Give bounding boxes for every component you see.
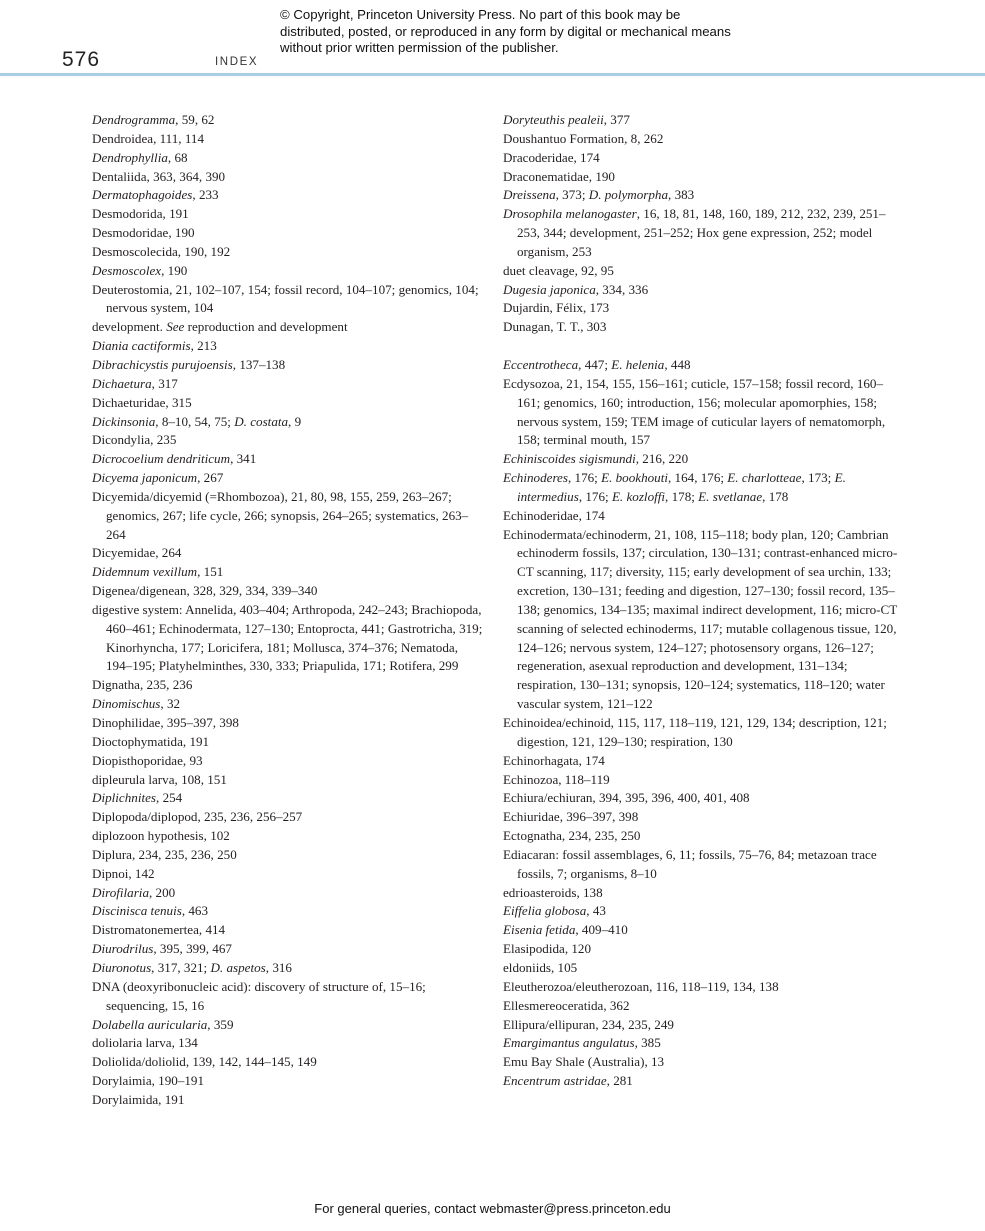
index-entry <box>92 281 484 319</box>
index-entry <box>503 130 898 149</box>
index-text: , 317 <box>151 375 178 391</box>
index-term-italic: Diplichnites <box>92 790 157 806</box>
index-entry <box>503 1072 898 1091</box>
index-text: Desmodoridae, 190 <box>92 225 195 241</box>
index-section-e <box>503 356 898 1091</box>
index-entry <box>92 1091 484 1110</box>
index-entry <box>92 337 484 356</box>
index-text: , 178 <box>762 488 789 504</box>
index-entry <box>503 111 898 130</box>
index-text: Diplopoda/diplopod, 235, 236, 256–257 <box>92 809 303 825</box>
index-entry <box>503 318 898 337</box>
index-entry <box>503 262 898 281</box>
index-entry <box>92 789 484 808</box>
index-text: , 9 <box>288 413 302 429</box>
index-entry <box>92 902 484 921</box>
index-entry <box>92 375 484 394</box>
index-text: , 200 <box>149 884 176 900</box>
index-entry <box>503 281 898 300</box>
index-entry <box>503 997 898 1016</box>
index-entry <box>92 940 484 959</box>
index-entry <box>92 431 484 450</box>
index-entry <box>503 940 898 959</box>
index-term-italic: Eccentrotheca <box>503 356 579 372</box>
index-term-italic: Dirofilaria <box>92 884 149 900</box>
index-text: doliolaria larva, 134 <box>92 1035 198 1051</box>
index-text: DNA (deoxyribonucleic acid): discovery of structure of, 15–16; sequencing, 15, 16 <box>92 978 426 1013</box>
index-term-italic: Dreissena <box>503 187 556 203</box>
index-term-italic: Discinisca tenuis <box>92 903 182 919</box>
index-text: , 254 <box>156 790 183 806</box>
index-entry <box>92 1053 484 1072</box>
index-text: Dicondylia, 235 <box>92 432 177 448</box>
header-rule <box>0 73 985 76</box>
index-term-italic: Echinoderes <box>503 470 568 486</box>
index-entry <box>92 356 484 375</box>
index-entry <box>92 413 484 432</box>
index-entry <box>503 1016 898 1035</box>
index-text: reproduction and development <box>184 319 348 335</box>
index-entry <box>503 299 898 318</box>
index-entry <box>92 563 484 582</box>
index-entry <box>503 507 898 526</box>
index-entry <box>92 714 484 733</box>
index-text: Ediacaran: fossil assemblages, 6, 11; fossils, 75–76, 84; metazoan trace fossils, 7; organisms, 8–10 <box>503 846 877 881</box>
index-entry <box>92 262 484 281</box>
index-text: , 383 <box>668 187 695 203</box>
index-entry <box>92 318 484 337</box>
index-text: Echinoidea/echinoid, 115, 117, 118–119, 121, 129, 134; description, 121; digestion, 121, 129–130; respiration, 130 <box>503 715 887 749</box>
index-text: Distromatonemertea, 414 <box>92 922 226 938</box>
index-text: Ecdysozoa, 21, 154, 155, 156–161; cuticle, 157–158; fossil record, 160–161; genomics, 160; introduction, 156; molecular apomorphies, 158; nervous system, 159; TEM image of cuticular layers of nematomorph, 158; terminal mouth, 157 <box>503 375 886 448</box>
index-text: eldoniids, 105 <box>503 959 578 975</box>
index-term-italic: D. costata <box>234 413 289 429</box>
index-text: Desmodorida, 191 <box>92 206 189 222</box>
index-text: , 59, 62 <box>175 112 215 127</box>
index-text: Dorylaimia, 190–191 <box>92 1073 205 1089</box>
footer-contact: For general queries, contact webmaster@press.princeton.edu <box>314 1201 671 1216</box>
index-term-italic: E. charlotteae <box>727 470 802 486</box>
index-entry <box>92 978 484 1016</box>
index-text: Desmoscolecida, 190, 192 <box>92 243 231 259</box>
index-text: Dioctophymatida, 191 <box>92 733 210 749</box>
index-term-italic: Doryteuthis pealeii <box>503 112 604 127</box>
index-text: Eleutherozoa/eleutherozoan, 116, 118–119, 134, 138 <box>503 978 779 994</box>
index-text: , 377 <box>603 112 630 127</box>
index-text: Dicyemidae, 264 <box>92 545 182 561</box>
index-text: Dicyemida/dicyemid (=Rhombozoa), 21, 80, 98, 155, 259, 263–267; genomics, 267; life cycle, 266; synopsis, 264–265; systematics, 263–264 <box>92 488 469 542</box>
index-term-italic: Dicyema japonicum <box>92 470 198 486</box>
index-term-italic: Dolabella auricularia <box>92 1016 208 1032</box>
index-text: Dendroidea, 111, 114 <box>92 130 204 146</box>
index-text: , 334, 336 <box>595 281 649 297</box>
index-text: , 267 <box>197 470 224 486</box>
index-column-left <box>92 111 484 1110</box>
index-text: Ellesmereoceratida, 362 <box>503 997 630 1013</box>
index-text: Digenea/digenean, 328, 329, 334, 339–340 <box>92 583 318 599</box>
index-text: , 385 <box>634 1035 661 1051</box>
index-entry <box>92 752 484 771</box>
index-term-italic: D. polymorpha <box>588 187 669 203</box>
index-text: , 463 <box>181 903 209 919</box>
index-text: digestive system: Annelida, 403–404; Arthropoda, 242–243; Brachiopoda, 460–461; Echinodermata, 127–130; Entoprocta, 441; Gastrotricha, 319; Kinorhyncha, 177; Loricifera, 181; Mollusca, 374–376; Nematoda, 194–195; Platyhelminthes, 330, 333; Priapulida, 171; Rotifera, 299 <box>92 601 483 674</box>
index-text: Dujardin, Félix, 173 <box>503 300 610 316</box>
index-term-italic: Dendrophyllia <box>92 149 168 165</box>
index-term-italic: Emargimantus angulatus <box>503 1035 635 1051</box>
index-text: edrioasteroids, 138 <box>503 884 603 900</box>
index-entry <box>503 469 898 507</box>
index-entry <box>92 808 484 827</box>
index-text: , 43 <box>586 903 606 919</box>
index-entry <box>92 186 484 205</box>
index-entry <box>92 205 484 224</box>
index-entry <box>92 846 484 865</box>
index-entry <box>503 186 898 205</box>
index-entry <box>92 168 484 187</box>
index-entry <box>503 808 898 827</box>
index-entry <box>503 752 898 771</box>
index-term-italic: E. kozloffi <box>611 488 666 504</box>
index-entry <box>92 1016 484 1035</box>
index-entry <box>92 676 484 695</box>
index-entry <box>92 771 484 790</box>
index-term-italic: Eisenia fetida <box>503 922 576 938</box>
index-text: , 373; <box>555 187 589 203</box>
index-text: , 341 <box>230 451 257 467</box>
index-text: duet cleavage, 92, 95 <box>503 262 614 278</box>
index-entry <box>503 375 898 450</box>
index-entry <box>92 130 484 149</box>
index-text: , 317, 321; <box>151 959 211 975</box>
index-term-italic: Diurodrilus <box>92 941 154 957</box>
index-term-italic: Dugesia japonica <box>503 281 596 297</box>
index-text: , 359 <box>207 1016 234 1032</box>
index-entry <box>503 714 898 752</box>
index-text: diplozoon hypothesis, 102 <box>92 828 230 844</box>
index-entry <box>92 865 484 884</box>
index-entry <box>92 111 484 130</box>
index-text: , 448 <box>664 356 691 372</box>
index-term-italic: Drosophila melanogaster <box>503 206 637 222</box>
index-term-italic: Dicrocoelium dendriticum <box>92 451 231 467</box>
index-text: Diplura, 234, 235, 236, 250 <box>92 846 237 862</box>
index-text: , 32 <box>160 696 181 712</box>
page-number: 576 <box>62 48 101 71</box>
index-term-italic: See <box>166 319 185 335</box>
index-text: Doliolida/doliolid, 139, 142, 144–145, 149 <box>92 1054 317 1070</box>
index-term-italic: Dibrachicystis purujoensis <box>92 356 233 372</box>
index-text: , 395, 399, 467 <box>153 941 232 957</box>
index-text: Ectognatha, 234, 235, 250 <box>503 828 641 844</box>
index-entry <box>92 959 484 978</box>
index-text: development. <box>92 319 167 335</box>
index-text: , 178; <box>665 488 699 504</box>
index-text: Diopisthoporidae, 93 <box>92 752 203 768</box>
index-entry <box>92 1034 484 1053</box>
index-term-italic: Dinomischus <box>92 696 161 712</box>
index-entry <box>503 526 898 714</box>
index-text: Echinoderidae, 174 <box>503 507 605 523</box>
index-text: Echiura/echiuran, 394, 395, 396, 400, 401, 408 <box>503 790 750 806</box>
index-entry <box>503 168 898 187</box>
index-text: Dinophilidae, 395–397, 398 <box>92 715 239 730</box>
index-text: , 233 <box>192 187 219 203</box>
index-term-italic: Dickinsonia <box>92 413 156 429</box>
index-text: , 164, 176; <box>668 470 728 486</box>
index-entry <box>92 601 484 676</box>
index-text: Emu Bay Shale (Australia), 13 <box>503 1054 665 1070</box>
index-text: Doushantuo Formation, 8, 262 <box>503 130 664 146</box>
index-term-italic: Dendrogramma <box>92 112 176 127</box>
index-text: , 213 <box>190 338 217 354</box>
index-entry <box>92 394 484 413</box>
index-term-italic: E. helenia <box>611 356 665 372</box>
index-text: Elasipodida, 120 <box>503 941 592 957</box>
index-text: Echinorhagata, 174 <box>503 752 605 768</box>
section-gap <box>503 337 898 356</box>
index-entry <box>92 921 484 940</box>
index-text: dipleurula larva, 108, 151 <box>92 771 227 787</box>
index-text: Echinozoa, 118–119 <box>503 771 610 787</box>
index-text: , 137–138 <box>232 356 286 372</box>
index-text: , 176; <box>578 488 612 504</box>
index-entry <box>92 243 484 262</box>
index-text: Dentaliida, 363, 364, 390 <box>92 168 226 184</box>
index-text: Dunagan, T. T., 303 <box>503 319 607 335</box>
index-text: Dracoderidae, 174 <box>503 149 600 165</box>
index-entry <box>92 582 484 601</box>
index-entry <box>92 469 484 488</box>
index-entry <box>92 827 484 846</box>
index-term-italic: E. intermedius <box>517 470 846 504</box>
index-term-italic: Encentrum astridae <box>503 1073 607 1089</box>
index-entry <box>92 450 484 469</box>
index-text: Echinodermata/echinoderm, 21, 108, 115–118; body plan, 120; Cambrian echinoderm fossils, 137; circulation, 130–131; contrast-enhanced micro-CT scanning, 117; diversity, 115; early development of sea urchin, 133; excretion, 130–131; feeding and digestion, 127–130; fossil record, 135–138; genomics, 134–135; maximal indirect development, 116; micro-CT scanning of selected echinoderms, 117; mutable collagenous tissue, 120, 124–126; nervous system, 124–127; photosensory organs, 126–127; regeneration, asexual reproduction and development, 131–134; respiration, 130–131; synopsis, 120–124; systematics, 118–120; water vascular system, 121–122 <box>503 526 898 712</box>
index-entry <box>92 1072 484 1091</box>
index-text: , 151 <box>197 564 224 580</box>
index-term-italic: Didemnum vexillum <box>92 564 198 580</box>
index-text: , 316 <box>265 959 292 975</box>
index-term-italic: Eiffelia globosa <box>503 903 587 919</box>
index-text: Deuterostomia, 21, 102–107, 154; fossil record, 104–107; genomics, 104; nervous system, 104 <box>92 281 479 316</box>
index-entry <box>92 695 484 714</box>
index-entry <box>503 1034 898 1053</box>
index-text: , 281 <box>606 1073 633 1089</box>
index-term-italic: Desmoscolex <box>92 262 162 278</box>
index-text: , 8–10, 54, 75; <box>155 413 235 429</box>
index-entry <box>503 846 898 884</box>
index-text: , 447; <box>578 356 612 372</box>
index-column-right <box>503 111 898 1091</box>
index-entry <box>503 959 898 978</box>
index-entry <box>503 356 898 375</box>
index-text: Draconematidae, 190 <box>503 168 615 184</box>
index-text: Dignatha, 235, 236 <box>92 677 193 693</box>
index-text: Dichaeturidae, 315 <box>92 394 192 410</box>
index-section-d <box>503 111 898 337</box>
index-term-italic: Diuronotus <box>92 959 152 975</box>
running-head: INDEX <box>215 56 259 68</box>
index-entry <box>503 450 898 469</box>
index-entry <box>503 902 898 921</box>
index-text: Dorylaimida, 191 <box>92 1091 185 1107</box>
index-term-italic: D. aspetos <box>210 959 266 975</box>
index-text: , 190 <box>161 262 188 278</box>
index-entry <box>503 978 898 997</box>
index-text: , 16, 18, 81, 148, 160, 189, 212, 232, 239, 251–253, 344; development, 251–252; Hox gene expression, 252; model organism, 253 <box>517 206 886 259</box>
index-text: , 216, 220 <box>635 451 689 467</box>
index-entry <box>503 789 898 808</box>
index-text: , 409–410 <box>575 922 628 938</box>
index-entry <box>503 884 898 903</box>
index-text: , 68 <box>167 149 188 165</box>
index-text: , 176; <box>567 470 602 486</box>
index-text: Ellipura/ellipuran, 234, 235, 249 <box>503 1016 674 1032</box>
index-term-italic: E. bookhouti <box>601 470 668 486</box>
index-term-italic: Dichaetura <box>92 375 152 391</box>
index-term-italic: Echiniscoides sigismundi <box>503 451 636 467</box>
index-term-italic: E. svetlanae <box>698 488 763 504</box>
index-entry <box>92 884 484 903</box>
index-text: Echiuridae, 396–397, 398 <box>503 809 639 825</box>
index-entry <box>503 1053 898 1072</box>
index-entry <box>92 149 484 168</box>
index-term-italic: Dermatophagoides <box>92 187 193 203</box>
index-entry <box>92 733 484 752</box>
index-entry <box>503 771 898 790</box>
index-entry <box>503 827 898 846</box>
index-entry <box>92 224 484 243</box>
index-entry <box>92 544 484 563</box>
copyright-notice: © Copyright, Princeton University Press. No part of this book may be distributed, posted, or reproduced in any form by digital or mechanical means without prior written permission of the publisher. <box>280 7 731 55</box>
index-text: , 173; <box>801 470 835 486</box>
index-term-italic: Diania cactiformis <box>92 338 191 354</box>
index-entry <box>503 921 898 940</box>
index-entry <box>503 149 898 168</box>
index-entry <box>92 488 484 545</box>
index-entry <box>503 205 898 262</box>
index-text: Dipnoi, 142 <box>92 865 155 881</box>
